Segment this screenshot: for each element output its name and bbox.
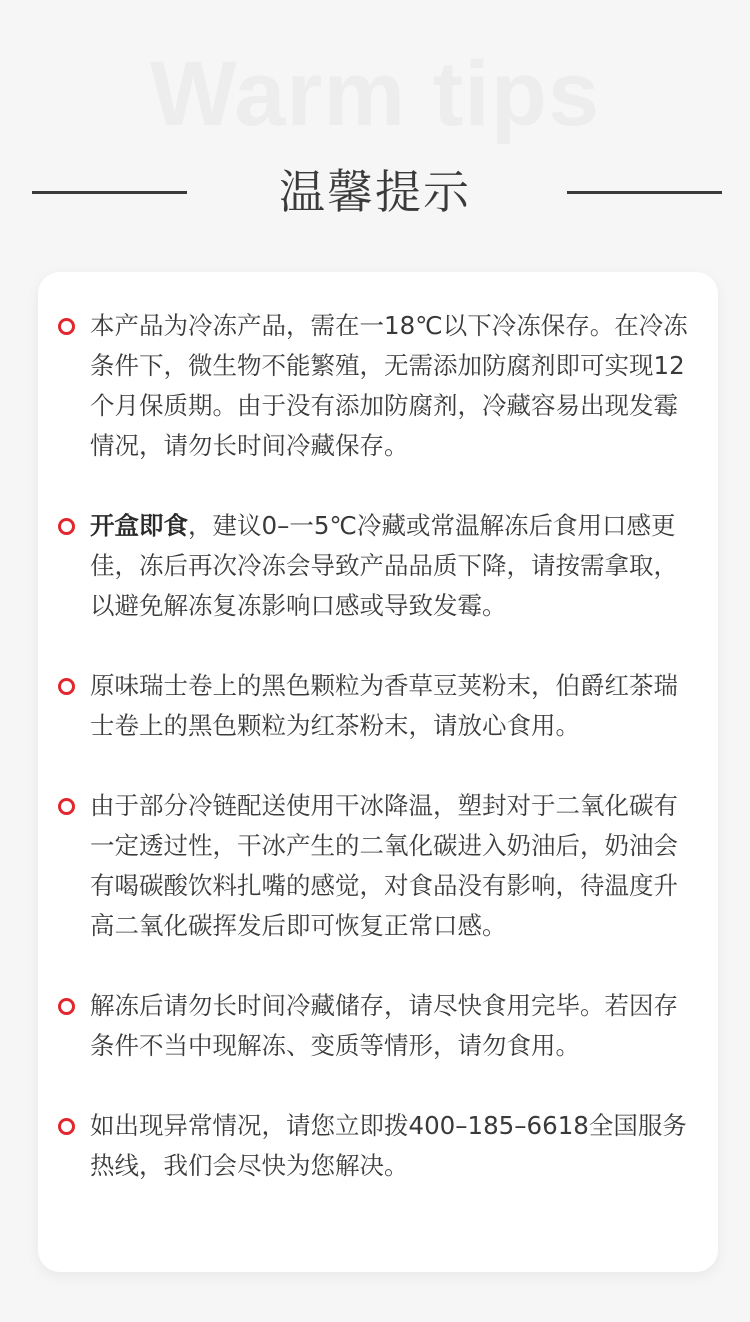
page-title: 温馨提示	[279, 165, 471, 219]
bullet-circle-icon	[58, 318, 75, 335]
tip-item	[38, 1106, 718, 1186]
tip-text: 如出现异常情况，请您立即拨400–185–6618全国服务热线，我们会尽快为您解决。	[90, 1111, 687, 1180]
tip-item	[38, 506, 718, 626]
bullet-circle-icon	[58, 1118, 75, 1135]
tip-item	[38, 986, 718, 1066]
tip-text: ，建议0–一5℃冷藏或常温解冻后食用口感更佳，冻后再次冷冻会导致产品品质下降，请按需拿取，以避免解冻复冻影响口感或导致发霉。	[90, 511, 678, 620]
bullet-circle-icon	[58, 678, 75, 695]
bullet-circle-icon	[58, 998, 75, 1015]
tip-bold-text: 开盒即食	[90, 511, 188, 540]
tip-item	[38, 786, 718, 946]
tip-text: 原味瑞士卷上的黑色颗粒为香草豆荚粉末，伯爵红茶瑞士卷上的黑色颗粒为红茶粉末，请放心食用。	[90, 671, 678, 740]
tip-item	[38, 666, 718, 746]
bullet-circle-icon	[58, 798, 75, 815]
tips-list	[38, 306, 718, 1186]
bullet-circle-icon	[58, 518, 75, 535]
watermark-title: Warm tips	[149, 43, 601, 145]
tip-text: 本产品为冷冻产品，需在一18℃以下冷冻保存。在冷冻条件下，微生物不能繁殖，无需添加防腐剂即可实现12个月保质期。由于没有添加防腐剂，冷藏容易出现发霉情况，请勿长时间冷藏保存。	[90, 311, 688, 460]
tips-card	[38, 272, 718, 1272]
tip-item	[38, 306, 718, 466]
tip-text: 解冻后请勿长时间冷藏储存，请尽快食用完毕。若因存条件不当中现解冻、变质等情形，请勿食用。	[90, 991, 678, 1060]
section-header	[0, 160, 750, 224]
tip-text: 由于部分冷链配送使用干冰降温，塑封对于二氧化碳有一定透过性，干冰产生的二氧化碳进入奶油后，奶油会有喝碳酸饮料扎嘴的感觉，对食品没有影响，待温度升高二氧化碳挥发后即可恢复正常口感。	[90, 791, 678, 940]
title-divider-right	[567, 191, 722, 194]
